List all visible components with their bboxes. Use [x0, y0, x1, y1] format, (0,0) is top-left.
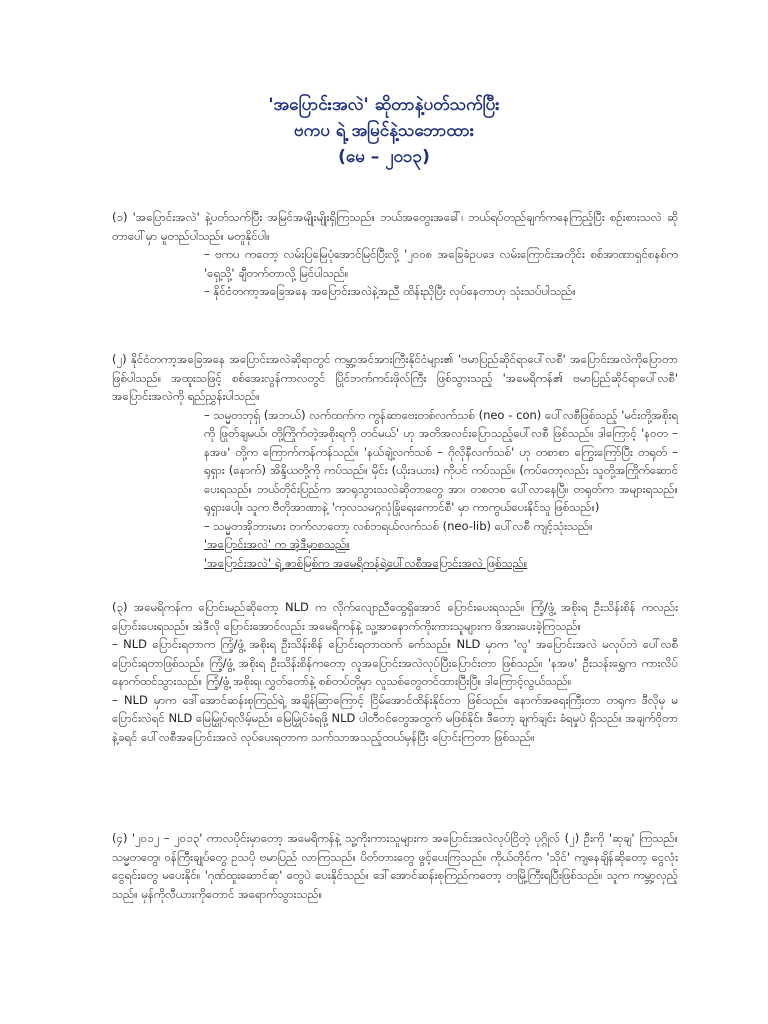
section-2-intro: (၂) နိုင်ငံတကာ့အခြေအနေ အပြောင်းအလဲဆိုရာတွင် ကမ္ဘာ့အင်အားကြီးနိုင်ငံများ၏ 'ဗမာပြည်ဆိုင်ရာပေါ်လစီ' အပြောင်းအလဲကိုပြောတာ ဖြစ်ပါသည်။ အထူးသဖြင့် စစ်အေးလွန်ကာလတွင် ပြိုင်ဘက်ကင်းဖိုလ်ကြီး ဖြစ်သွားသည့် 'အမေရိကန်၏ ဗမာပြည်ဆိုင်ရာပေါ်လစီ' အပြောင်းအလဲကို ရည်ညွှန်းပါသည်။	[112, 352, 678, 403]
section-2-point-4: 'အပြောင်းအလဲ' ရဲ့ ဇာစ်မြစ်က အမေရိကန်ရဲ့ပေါ်လစီအပြောင်းအလဲ ဖြစ်သည်။	[204, 555, 528, 570]
section-3-intro: (၃) အမေရိကန်က ပြောင်းမည်ဆိုတော့ NLD က လိုက်လျောညီထွေရှိအောင် ပြောင်းပေးရသည်။ ကြံ့/ဖွံ့ အစိုးရ ဦးသိန်းစိန် ကလည်း ပြောင်းပေးရသည်။ အဲဒီလို ပြောင်းအောင်လည်း အမေရိကန်နဲ့ သူ့အာနောက်ကိုးကားသူများက ဖိအားပေးခဲ့ကြသည်။	[112, 600, 678, 633]
section-3	[112, 598, 678, 746]
section-1	[112, 208, 678, 301]
section-2-point-3: 'အပြောင်းအလဲ' က အဲ့ဒီမှာစသည်။	[204, 537, 350, 551]
section-4-intro: (၄) '၂၀၁၂ – ၂၀၁၃' ကာလပိုင်းမှာတော့ အမေရိကန်နဲ့ သူ့ကိုးကားသူများက အပြောင်းအလဲလုပ်ငြိတဲ့ ပုဂ္ဂိုလ် (၂) ဦးကို 'ဆုချ' ကြသည်။ သမ္မတတွေ၊ ဝန်ကြီးချုပ်တွေ ဥသပို ဗမာပြည် လာကြသည်။ ပိတ်တားတွေ ဖွင့်ပေးကြသည်။ ကိုယ်တိုင်က 'သိုင်' ကျနေချိန်ဆိုတော့ ငွေလုံးငွေရင်းတွေ မပေးနိုင်။ 'ဂုဏ်ထူးဆောင်ဆု' တွေပဲ ပေးနိုင်သည်။ ဒေါ်အောင်ဆန်းစုကြည်ကတော့ တမြို့ကြီးရပြီးဖြစ်သည်။ သူက ကမ္ဘာ့လှည့်သည်။ မှန်ကိုလီယားကိုတောင် အရောက်သွားသည်။	[112, 831, 678, 901]
section-3-point-2: – NLD မှာက ဒေါ်အောင်ဆန်းစုကြည်ရဲ့ အချိန်ဆြာကြောင့် ငြိမ်အောင်ထိန်းနိုင်တာ ဖြစ်သည်။ နောက်အရေးကြီးတာ တရုက ဒီလိုမှ မပြောင်းလဲရင် NLD မြေမြှုပ်ရလိမ့်မည်။ မြေမြှုပ်ခံရဖို့ NLD ပါတီဝင်တွေအတွက် မဖြစ်နိုင်။ ဒီတော့ ချက်ချင်း ခံရမှုပဲ ရှိသည်။ အချက်ဝိုတာနဲ့ခရင် ပေါ်လစီအပြောင်းအလဲ လုပ်ပေးရတာက သက်သာအသည့်ထယ်မှန်ပြီး ပြောင်းကြတာ ဖြစ်သည်။	[112, 692, 678, 744]
section-1-point-2: – နိုင်ငံတကာ့အခြေအနေ အပြောင်းအလဲနဲ့အညီ ထိန်းညှိပြီး လုပ်နေတာဟု သုံးသပ်ပါသည်။	[204, 284, 576, 298]
section-4	[112, 829, 678, 903]
section-2-point-1: – သမ္မတဘုရှ် (အဘယ်) လက်ထက်က ကွန်ဆာဗေးတစ်လက်သစ် (neo - con) ပေါ်လစီဖြစ်သည့် 'မင်းတို့အစိုးရကို ဖြုတ်ချမယ်၊ တို့ကြိုက်တဲ့အစိုးရကို တင်မယ်' ဟု အတိအလင်းပြောသည့်ပေါ်လစီ ဖြစ်သည်။ ဒါကြောင့် 'နဝတ – နအဖ' တို့က ကြောက်ကန်ကန်သည်။ 'နယ်ချဲ့လက်သစ် – ဂိုလိုနီလက်သစ်' ဟု တစာစာ ကြွေးကြော်ပြီး တရုတ် – ရုရှား (နောက်) အိန္ဒိယတို့ကို ကပ်သည်။ မိုင်း (ယိုးဒယား) ကိုပင် ကပ်သည်။ (ကပ်တော့လည်း သူတို့အကြိုက်ဆောင်ပေးရသည်။ ဘယ်တိုင်းပြည်က အာရုသွားသလဲဆိုတာတွေ အာ၊ တစတစ ပေါ်လာနေပြီ။ တရုတ်က အများရသည်။ ရုရှားပေါ့။ သူက ဗီတိုအာဏာနဲ့ 'ကုလသမဂ္ဂလုံခြုံရေးကောင်စီ' မှာ ကာကွယ်ပေးနိုင်သူ ဖြစ်သည်။)	[204, 407, 678, 514]
section-2-point-2: – သမ္မတအိုဘားမား တက်လာတော့ လစ်ဘရယ်လက်သစ် (neo-lib) ပေါ်လစီ ကျင့်သုံးသည်။	[204, 518, 593, 533]
section-2	[112, 350, 678, 572]
title-line-3: (မေ – ၂၀၁၃)	[338, 147, 430, 167]
document-title	[0, 92, 768, 170]
title-line-2: ဗကပ ရဲ့ အမြင်နဲ့သဘောထား	[293, 121, 475, 141]
section-3-point-1: – NLD ပြောင်းရတာက ကြံ့/ဖွံ့ အစိုးရ ဦးသိန်းစိန် ပြောင်းရတာထက် ခက်သည်။ NLD မှာက 'လူ' အပြောင်းအလဲ မလုပ်ဘဲ ပေါ်လစီ ပြောင်းရတာဖြစ်သည်။ ကြံ့/ဖွံ့ အစိုးရ ဦးသိန်းစိန်ကတော့ လူအပြောင်းအလဲလုပ်ပြီးပြောင်းတာ ဖြစ်သည်။ 'နအဖ' ဦးသန်းရွှေက ကားလိပ်နောက်ထင်သွားသည်။ ကြံ့/ဖွံ့ အစိုးရ၊ လွှတ်တော်နဲ့ စစ်တပ်တို့မှာ လူသစ်တွေတင်ထားပြီးပြီ။ ဒါကြောင့်လွယ်သည်။	[112, 637, 678, 688]
section-1-intro: (၁) 'အပြောင်းအလဲ' နဲ့ပတ်သက်ပြီး အမြင်အမျိုးမျိုးရှိကြသည်။ ဘယ်အတွေးအခေါ်၊ ဘယ်ရပ်တည်ချက်ကနေကြည့်ပြီး စဉ်းစားသလဲ ဆိုတာပေါ်မှာ မူတည်ပါသည်။ မတူနိုင်ပါ။	[112, 210, 678, 243]
section-1-point-1: – ဗကပ ကတော့ လမ်းပြမြေပုံအောင်မြင်ပြီးလို့ '၂၀၀၈ အခြေခံဥပဒေ လမ်းကြောင်းအတိုင်း စစ်အာဏာရှင်စနစ်က 'ရှေ့သို့' ချီတက်တာလို့ မြင်ပါသည်။	[204, 247, 678, 280]
title-line-1: 'အပြောင်းအလဲ' ဆိုတာနဲ့ပတ်သက်ပြီး	[268, 95, 500, 115]
